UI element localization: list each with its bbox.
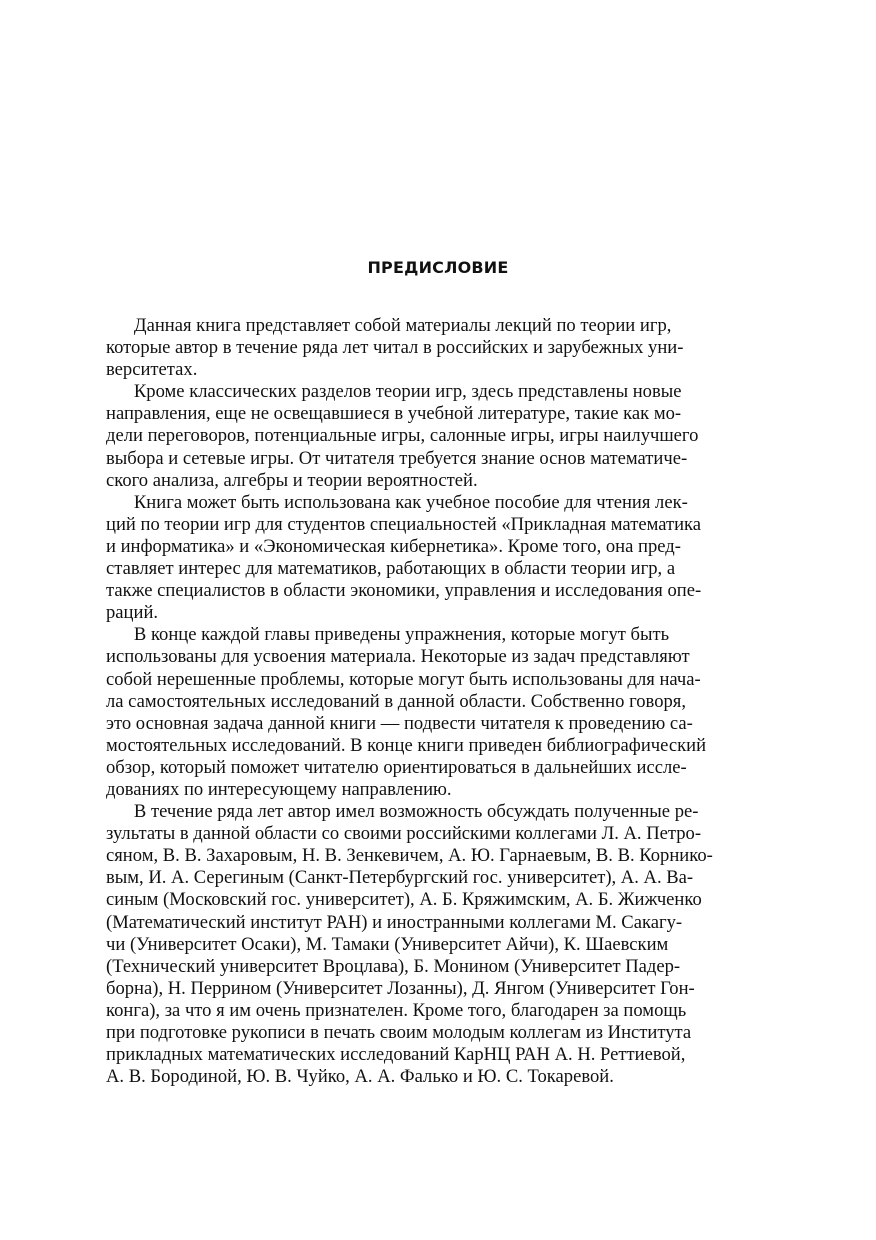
page-title: ПРЕДИСЛОВИЕ <box>367 258 509 277</box>
paragraph-3: Книга может быть использована как учебное пособие для чтения лек- ций по теории игр для студентов специальностей «Прикладная математика и информатика» и «Экономическая кибернетика». Кроме того, она пред- ставляет интерес для математиков, работающих в области теории игр, а также специалистов в области экономики, управления и исследования опе- раций. <box>106 491 702 624</box>
preface-body <box>106 315 774 1088</box>
paragraph-4: В конце каждой главы приведены упражнения, которые могут быть использованы для усвоения материала. Некоторые из задач представляют собой нерешенные проблемы, которые могут быть использованы для нача- ла самостоятельных исследований в данной области. Собственно говоря, это основная задача данной книги — подвести читателя к проведению са- мостоятельных исследований. В конце книги приведен библиографический обзор, который поможет читателю ориентироваться в дальнейших иссле- дованиях по интересующему направлению. <box>106 624 707 800</box>
paragraph-5: В течение ряда лет автор имел возможность обсуждать полученные ре- зультаты в данной области со своими российскими коллегами Л. А. Петро- сяном, В. В. Захаровым, Н. В. Зенкевичем, А. Ю. Гарнаевым, В. В. Корнико- вым, И. А. Серегиным (Санкт-Петербургский гос. университет), А. А. Ва- синым (Московский гос. университет), А. Б. Кряжимским, А. Б. Жижченко (Математический институт РАН) и иностранными коллегами М. Сакагу- чи (Университет Осаки), М. Тамаки (Университет Айчи), К. Шаевским (Технический университет Вроцлава), Б. Монином (Университет Падер- борна), Н. Перрином (Университет Лозанны), Д. Янгом (Университет Гон- конга), за что я им очень признателен. Кроме того, благодарен за помощь при подготовке рукописи в печать своим молодым коллегам из Института прикладных математических исследований КарНЦ РАН А. Н. Реттиевой, А. В. Бородиной, Ю. В. Чуйко, А. А. Фалько и Ю. С. Токаревой. <box>106 801 713 1088</box>
paragraph-1: Данная книга представляет собой материалы лекций по теории игр, которые автор в течение ряда лет читал в российских и зарубежных уни- верситетах. <box>106 315 684 381</box>
paragraph-2: Кроме классических разделов теории игр, здесь представлены новые направления, еще не освещавшиеся в учебной литературе, такие как мо- дели переговоров, потенциальные игры, салонные игры, игры наилучшего выбора и сетевые игры. От читателя требуется знание основ математиче- ского анализа, алгебры и теории вероятностей. <box>106 381 699 491</box>
